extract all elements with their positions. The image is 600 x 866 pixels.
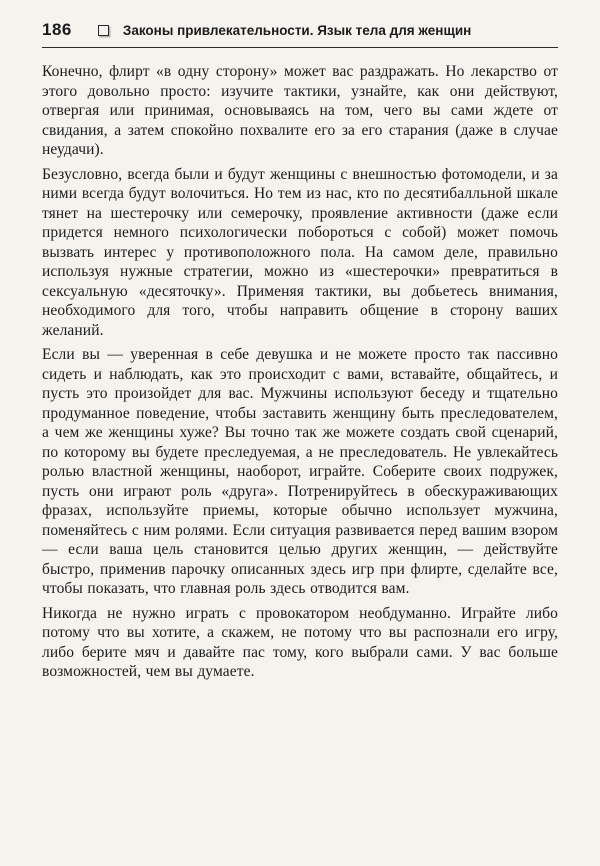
running-title: Законы привлекательности. Язык тела для женщин (122, 22, 472, 38)
paragraph-3: Если вы — уверенная в себе девушка и не можете просто так пассивно сидеть и наблюдать, как это происходит с вами, вставайте, общайтесь, и пусть это произойдет для вас. Мужчины используют беседу и тщательно продуманное поведение, чтобы заставить женщину быть преследователем, а чем же женщины хуже? Вы точно так же можете создать свой сценарий, по которому вы будете преследуемая, а не преследователь. Не увлекайтесь ролью властной женщины, наоборот, играйте. Соберите своих подружек, пусть они играют роль «друга». Потренируйтесь в обескураживающих фразах, используйте приемы, которые обычно использует мужчина, поменяйтесь с ним ролями. Если ситуация развивается перед вашим взором — если ваша цель становится целью других женщин, — действуйте быстро, применив парочку описанных здесь игр при флирте, сделайте все, чтобы показать, что главная роль здесь отводится вам. (42, 346, 558, 597)
paragraph-1: Конечно, флирт «в одну сторону» может вас раздражать. Но лекарство от этого довольно просто: изучите тактики, узнайте, как они действуют, отвергая или принимая, основываясь на том, чего вы сами ждете от свидания, а затем спокойно похвалите его за его старания (даже в случае неудачи). (42, 63, 558, 158)
paragraph-2: Безусловно, всегда были и будут женщины с внешностью фотомодели, и за ними всегда будут волочиться. Но тем из нас, кто по десятибалльной шкале тянет на шестерочку или семерочку, проявление активности (даже если придется немного психологически побороться с собой) может помочь вызвать интерес у противоположного пола. На самом деле, правильно используя нужные стратегии, можно из «шестерочки» превратиться в сексуальную «десяточку». Применяя тактики, вы добьетесь внимания, необходимого для того, чтобы направить общение в сторону ваших желаний. (42, 165, 558, 339)
paragraph-4: Никогда не нужно играть с провокатором необдуманно. Играйте либо потому что вы хотите, а скажем, не потому что вы распознали его игру, либо берите мяч и давайте пас тому, кого выбрали сами. У вас больше возможностей, чем вы думаете. (42, 604, 558, 680)
page-header (42, 20, 558, 48)
square-bullet-icon (98, 25, 109, 36)
page-body (42, 62, 558, 682)
page-number: 186 (42, 20, 72, 39)
